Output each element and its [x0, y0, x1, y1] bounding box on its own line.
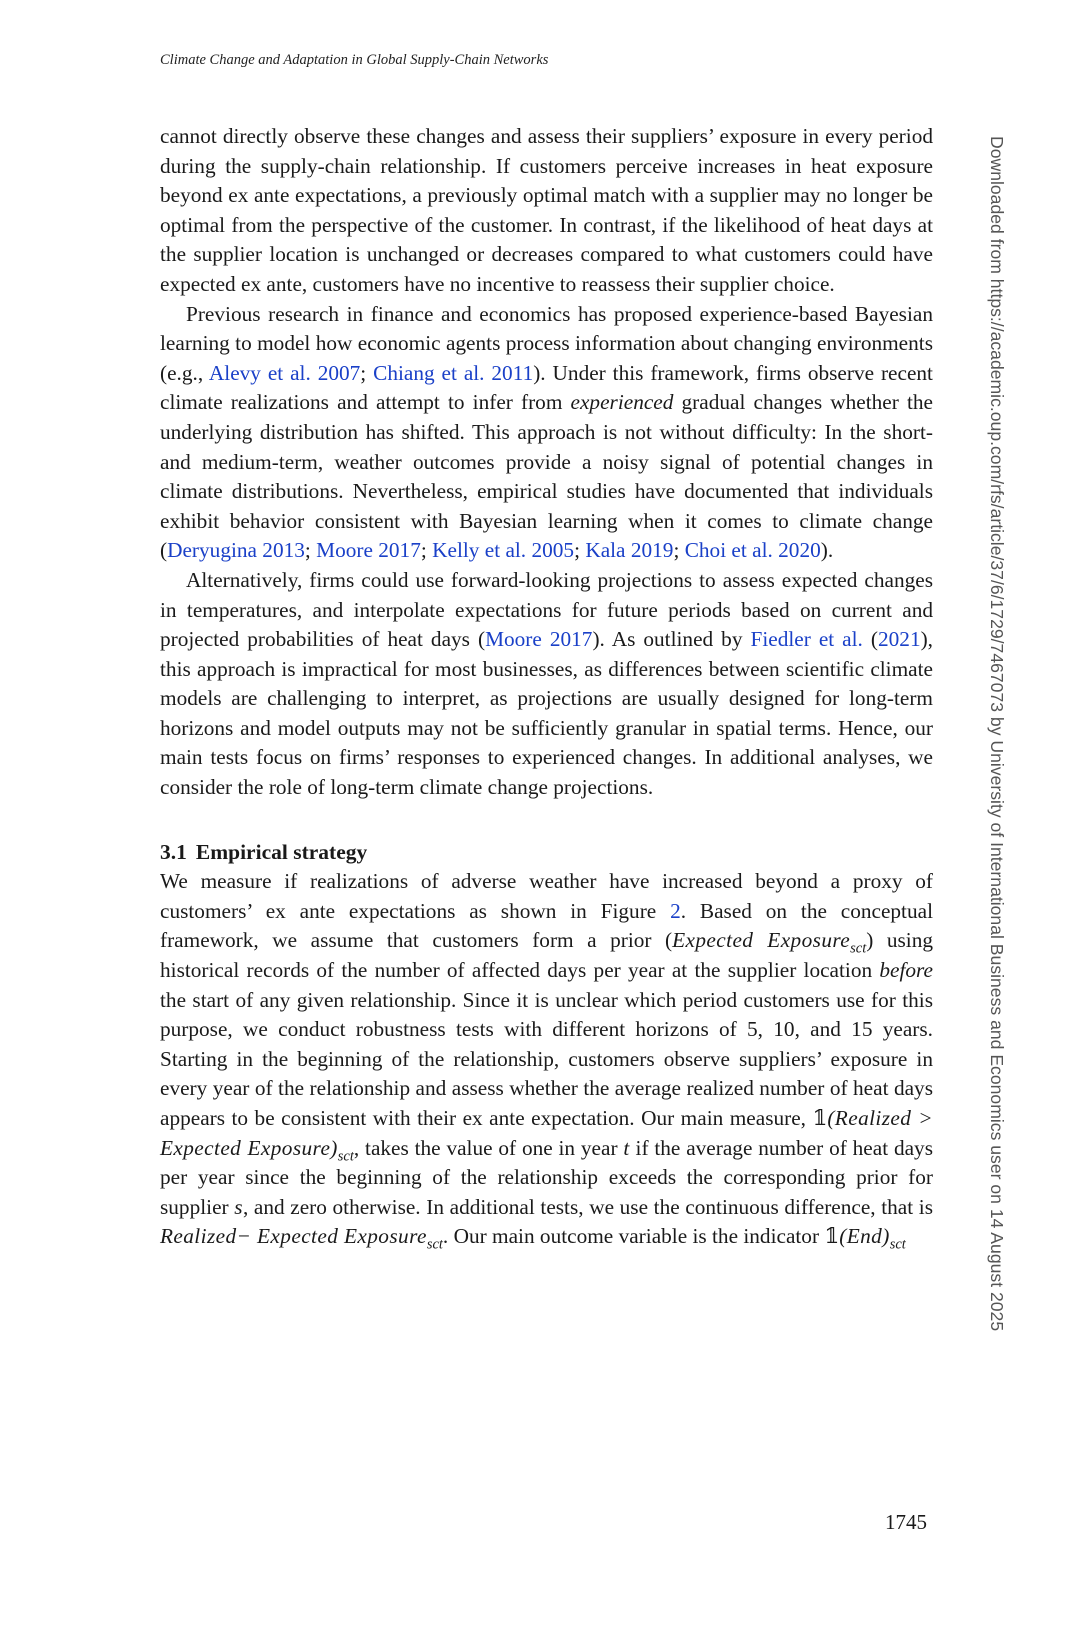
math-subscript: sct: [889, 1236, 906, 1253]
citation-link-deryugina[interactable]: Deryugina 2013: [167, 538, 305, 563]
emphasis-before: before: [879, 958, 933, 983]
citation-link-alevy[interactable]: Alevy et al. 2007: [208, 360, 361, 385]
text-segment: ). Under this framework, firms observe recent climate realizations and attempt to infer from: [160, 360, 933, 415]
math-expected-exposure: Expected Exposure: [672, 928, 851, 953]
emphasis-experienced: experienced: [570, 390, 674, 415]
text-segment: ), this approach is impractical for most businesses, as differences between scientific climate models are challenging to interpret, as projections are usually designed for long-term horizons and model outputs may not be sufficiently granular in spatial terms. Hence, our main tests focus on firms’ responses to experienced changes. In additional analyses, we consider the role of long-term climate change projections.: [160, 627, 934, 800]
figure-link[interactable]: 2: [670, 898, 681, 923]
text-segment: ;: [673, 538, 685, 563]
citation-link-fiedler[interactable]: Fiedler et al.: [750, 627, 863, 652]
indicator-symbol: 𝟙: [824, 1224, 840, 1249]
text-segment: , takes the value of one in year: [353, 1135, 624, 1160]
text-segment: gradual changes whether the underlying distribution has shifted. This approach is not without difficulty: In the short- and medium-term, weather outcomes provide a noisy signal of potential changes in climate distributions. Nevertheless, empirical studies have documented that individuals exhibit behavior consistent with Bayesian learning when it comes to climate change (: [160, 390, 933, 563]
paragraph-2: [160, 300, 933, 566]
math-subscript: sct: [337, 1147, 354, 1164]
math-subscript: sct: [850, 940, 867, 957]
citation-link-moore[interactable]: Moore 2017: [316, 538, 421, 563]
text-segment: ;: [304, 538, 317, 563]
text-segment: . Based on the conceptual framework, we assume that customers form a prior (: [160, 898, 933, 953]
text-segment: ;: [420, 538, 433, 563]
math-realized-minus-expected: Realized− Expected Exposure: [160, 1224, 427, 1249]
citation-link-kelly[interactable]: Kelly et al. 2005: [432, 538, 575, 563]
text-segment: if the average number of heat days per year since the beginning of the relationship exceeds the corresponding prior for supplier: [160, 1135, 933, 1219]
running-head: Climate Change and Adaptation in Global Supply-Chain Networks: [160, 52, 549, 68]
text-segment: ;: [360, 360, 374, 385]
page-number: 1745: [885, 1510, 927, 1534]
article-body: [160, 122, 933, 1252]
section-number: 3.1: [160, 839, 187, 864]
math-realized-gt-expected: (Realized > Expected Exposure): [160, 1106, 933, 1160]
text-segment: ) using historical records of the number of affected days per year at the supplier location: [160, 928, 933, 983]
paragraph-4: [160, 867, 933, 1252]
paragraph-3: [160, 566, 933, 803]
citation-link-moore[interactable]: Moore 2017: [485, 627, 593, 652]
text-segment: (: [862, 627, 878, 652]
citation-link-fiedler-year[interactable]: 2021: [878, 627, 921, 652]
text-segment: ).: [820, 538, 834, 563]
text-segment: ). As outlined by: [592, 627, 751, 652]
text-segment: We measure if realizations of adverse weather have increased beyond a proxy of customers’ ex ante expectations as shown in Figure: [160, 869, 933, 923]
text-segment: , and zero otherwise. In additional tests, we use the continuous difference, that is: [242, 1194, 933, 1219]
section-heading: [160, 838, 933, 868]
citation-link-kala[interactable]: Kala 2019: [585, 538, 674, 563]
text-segment: ;: [574, 538, 586, 563]
section-title: Empirical strategy: [195, 839, 368, 864]
math-var-s: s: [234, 1194, 243, 1219]
text-segment: Alternatively, firms could use forward-looking projections to assess expected changes in temperatures, and interpolate expectations for future periods based on current and projected probabilities of heat days (: [160, 567, 933, 652]
math-end: (End): [839, 1224, 890, 1249]
citation-link-chiang[interactable]: Chiang et al. 2011: [373, 360, 534, 385]
math-subscript: sct: [426, 1236, 443, 1253]
math-var-t: t: [623, 1135, 630, 1160]
text-segment: . Our main outcome variable is the indicator: [442, 1224, 825, 1249]
indicator-symbol: 𝟙: [812, 1106, 828, 1130]
download-watermark: Downloaded from https://academic.oup.com/rfs/article/37/6/1729/7467073 by University of International Business and Economics user on 14 August 2025: [987, 136, 1007, 1332]
text-segment: the start of any given relationship. Since it is unclear which period customers use for this purpose, we conduct robustness tests with different horizons of 5, 10, and 15 years. Starting in the beginning of the relationship, customers observe suppliers’ exposure in every year of the relationship and assess whether the average realized number of heat days appears to be consistent with their ex ante expectation. Our main measure,: [160, 987, 933, 1130]
text-segment: Previous research in finance and economics has proposed experience-based Bayesian learning to model how economic agents process information about changing environments (e.g.,: [160, 301, 933, 385]
citation-link-choi[interactable]: Choi et al. 2020: [684, 538, 821, 563]
paragraph-1: cannot directly observe these changes and assess their suppliers’ exposure in every period during the supply-chain relationship. If customers perceive increases in heat exposure beyond ex ante expectations, a previously optimal match with a supplier may no longer be optimal from the perspective of the customer. In contrast, if the likelihood of heat days at the supplier location is unchanged or decreases compared to what customers could have expected ex ante, customers have no incentive to reassess their supplier choice.: [160, 124, 933, 296]
